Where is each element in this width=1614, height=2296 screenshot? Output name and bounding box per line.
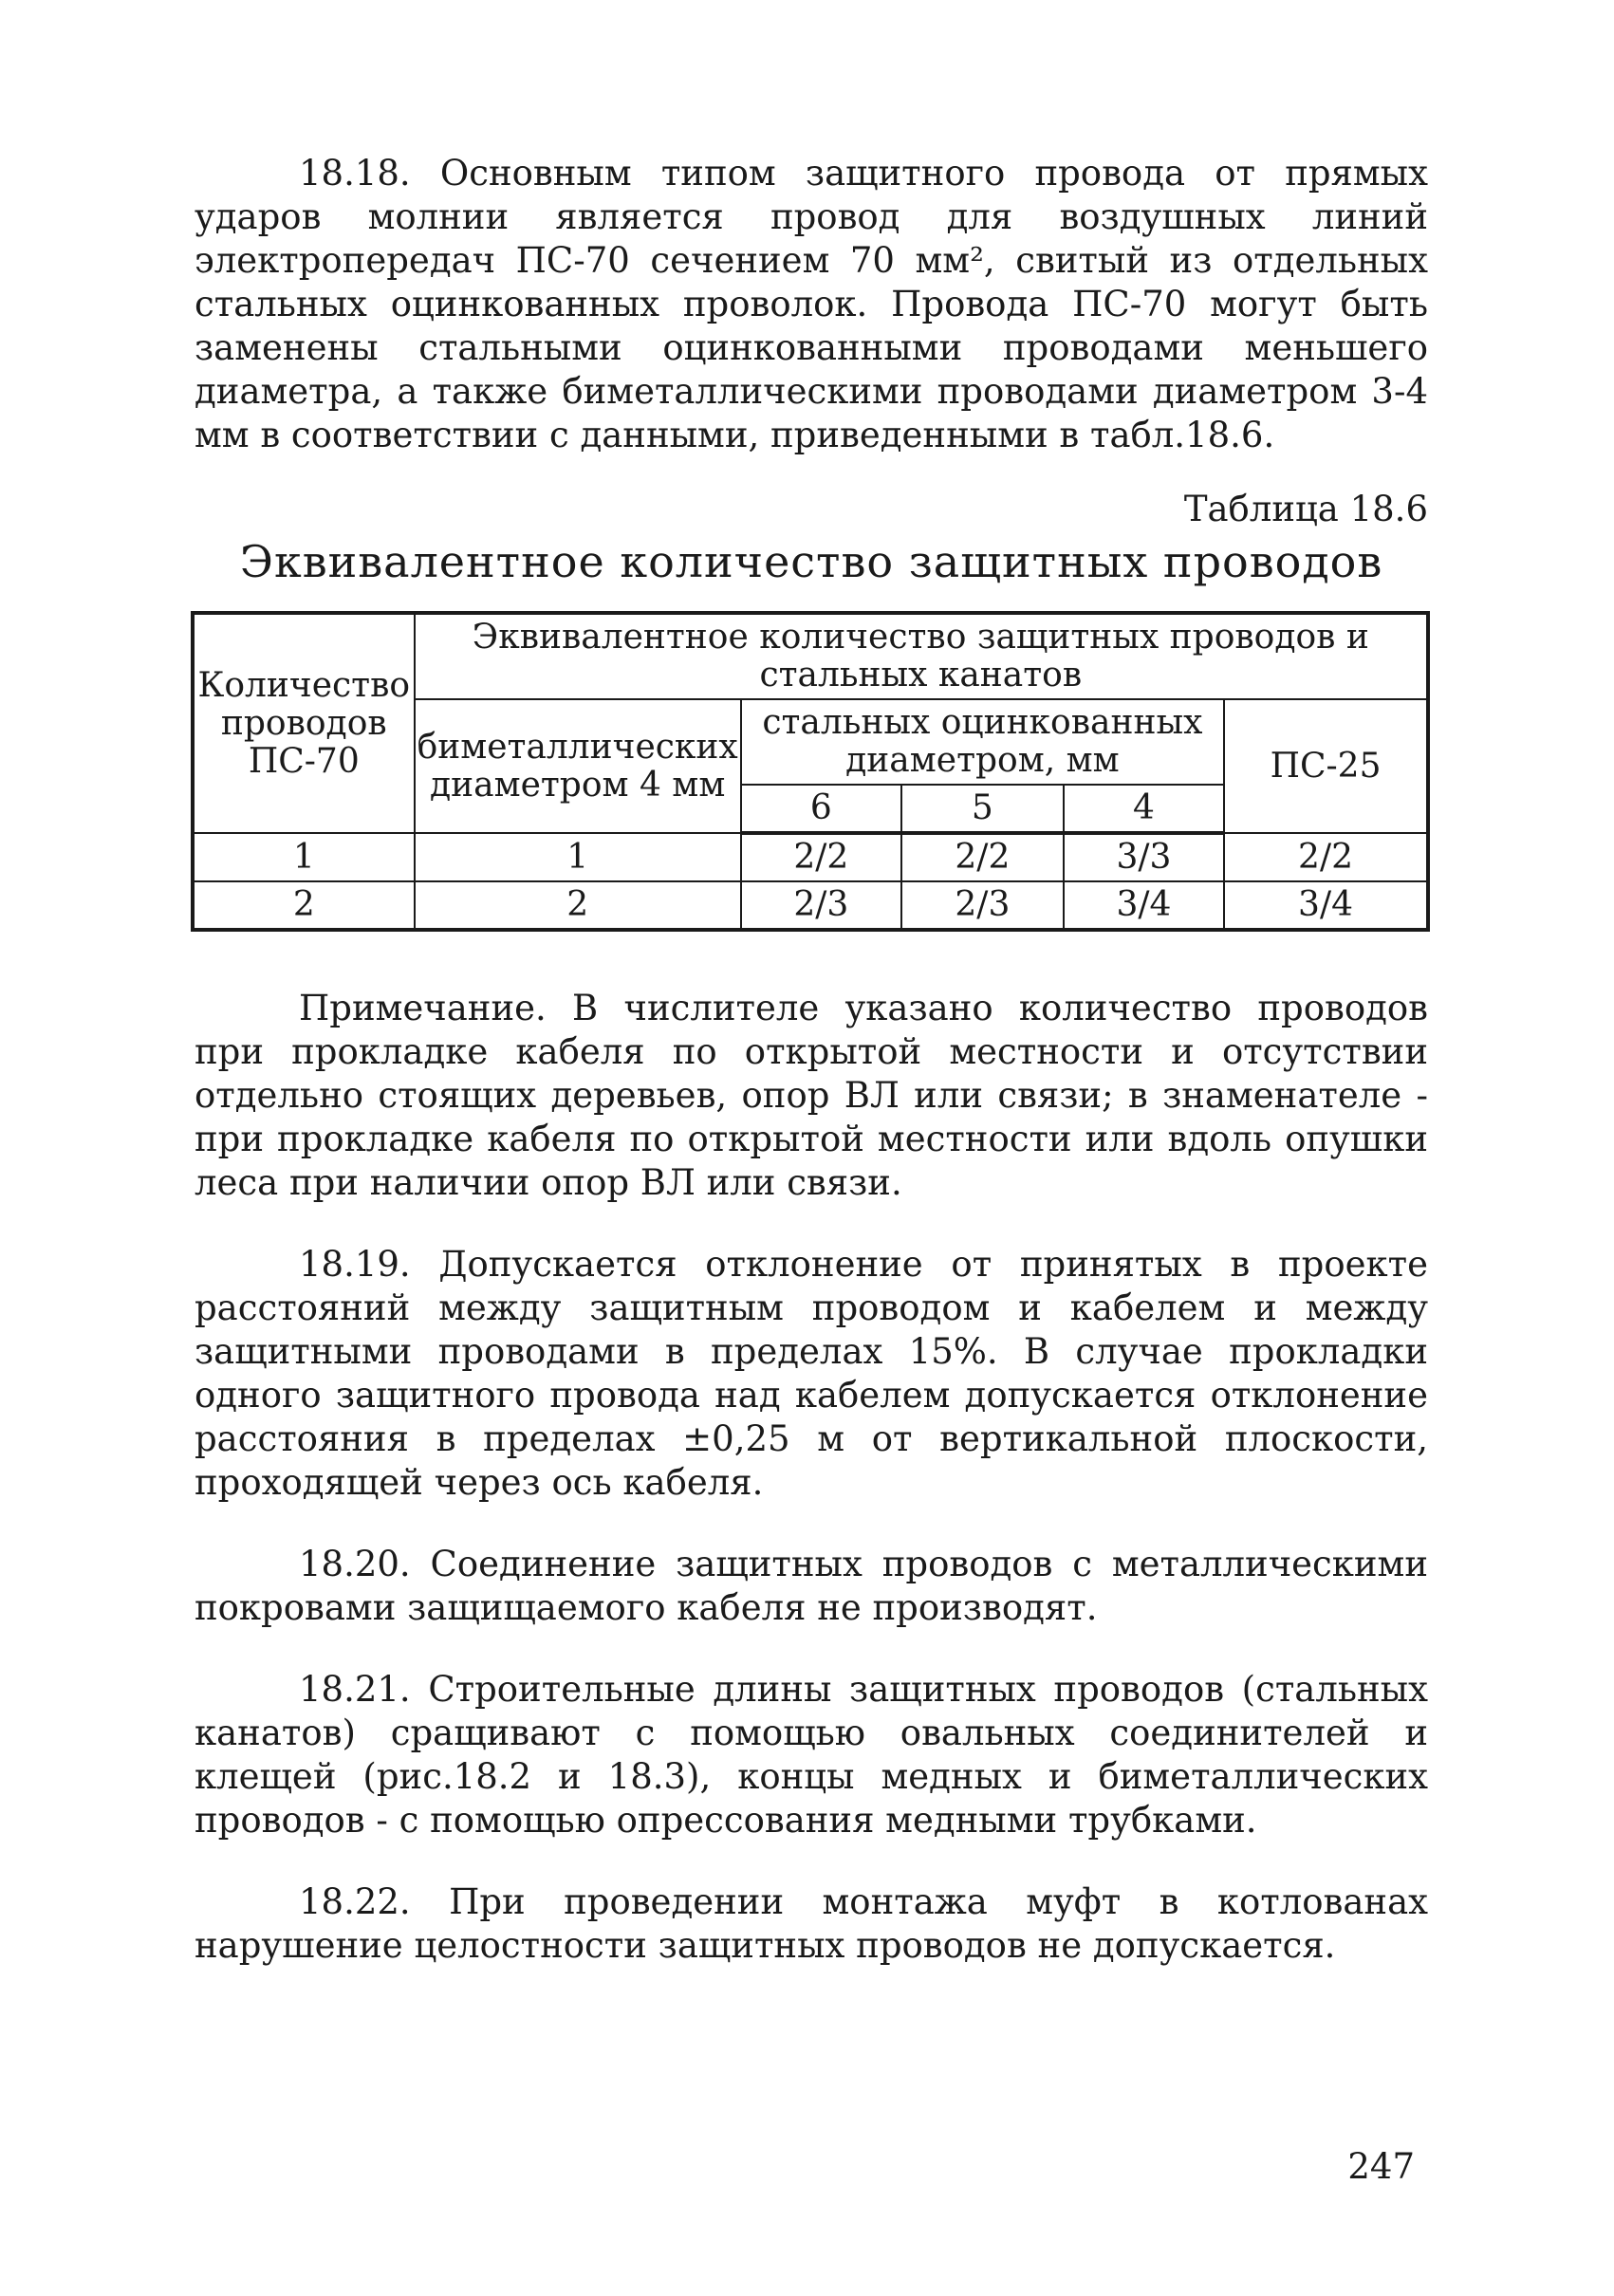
equivalent-wires-table [191, 611, 1430, 932]
cell-ps25: 2/2 [1224, 833, 1428, 881]
paragraph-18-18: 18.18. Основным типом защитного провода от прямых ударов молнии является провод для воздушных линий электропередач ПС-70 сечением 70 мм², свитый из отдельных стальных оцинкованных проволок. Провода ПС-70 могут быть заменены стальными оцинкованными проводами меньшего диаметра, а также биметаллическими проводами диаметром 3-4 мм в соответствии с данными, приведенными в табл.18.6. [195, 153, 1428, 455]
cell-d4: 3/4 [1064, 881, 1224, 930]
page-content [195, 152, 1428, 1968]
table-title: Эквивалентное количество защитных проводов [239, 536, 1383, 587]
cell-d6: 2/3 [741, 881, 901, 930]
cell-d5: 2/2 [901, 833, 1064, 881]
cell-d5: 2/3 [901, 881, 1064, 930]
cell-bimetal: 1 [415, 833, 741, 881]
cell-bimetal: 2 [415, 881, 741, 930]
header-diameter-4: 4 [1064, 785, 1224, 833]
header-diameter-6: 6 [741, 785, 901, 833]
paragraph-18-22: 18.22. При проведении монтажа муфт в котлованах нарушение целостности защитных проводов не допускается. [195, 1881, 1428, 1966]
header-bimetal: биметаллических диаметром 4 мм [415, 699, 741, 833]
cell-d4: 3/3 [1064, 833, 1224, 881]
paragraph-18-21: 18.21. Строительные длины защитных проводов (стальных канатов) сращивают с помощью овальных соединителей и клещей (рис.18.2 и 18.3), концы медных и биметаллических проводов - с помощью опрессования медными трубками. [195, 1669, 1428, 1841]
table-row [193, 833, 1428, 881]
cell-count: 2 [193, 881, 415, 930]
paragraph-18-19: 18.19. Допускается отклонение от принятых в проекте расстояний между защитным проводом и кабелем и между защитными проводами в пределах 15%. В случае прокладки одного защитного провода над кабелем допускается отклонение расстояния в пределах ±0,25 м от вертикальной плоскости, проходящей через ось кабеля. [195, 1244, 1428, 1503]
header-equivalent-group: Эквивалентное количество защитных проводов и стальных канатов [415, 613, 1428, 699]
header-steel: стальных оцинкованных диаметром, мм [741, 699, 1224, 785]
table-row [193, 881, 1428, 930]
sections [195, 1243, 1428, 1968]
page-number: 247 [1347, 2146, 1415, 2187]
header-diameter-5: 5 [901, 785, 1064, 833]
header-count-ps70: Количество проводов ПС-70 [193, 613, 415, 833]
header-ps25: ПС-25 [1224, 699, 1428, 833]
cell-ps25: 3/4 [1224, 881, 1428, 930]
cell-d6: 2/2 [741, 833, 901, 881]
cell-count: 1 [193, 833, 415, 881]
paragraph-18-20: 18.20. Соединение защитных проводов с металлическими покровами защищаемого кабеля не производят. [195, 1544, 1428, 1628]
table-note: Примечание. В числителе указано количество проводов при прокладке кабеля по открытой местности и отсутствии отдельно стоящих деревьев, опор ВЛ или связи; в знаменателе - при прокладке кабеля по открытой местности или вдоль опушки леса при наличии опор ВЛ или связи. [195, 988, 1428, 1203]
table-label: Таблица 18.6 [1183, 489, 1428, 529]
